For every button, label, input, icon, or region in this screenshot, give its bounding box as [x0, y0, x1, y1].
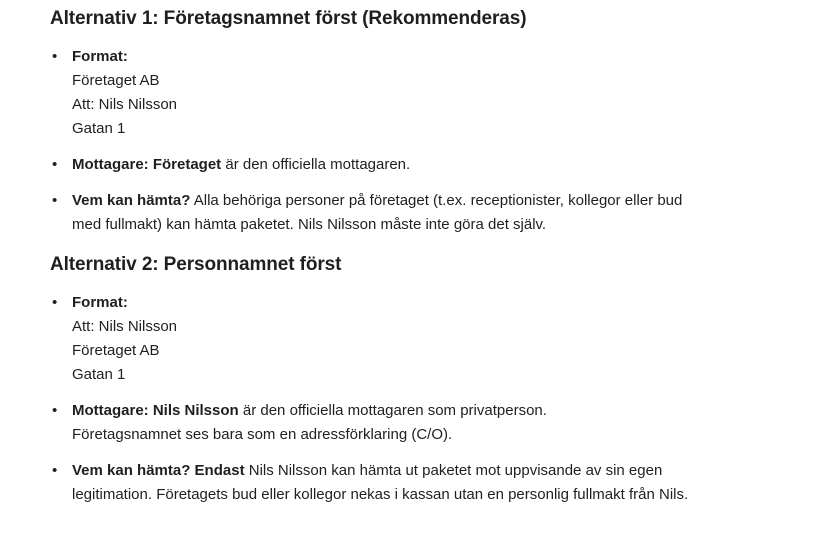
address-line-2: Företaget AB	[72, 342, 160, 359]
pickup-text: Alla behöriga personer på företaget (t.ex. receptionister, kollegor eller bud med fullmakt) kan hämta paketet. Nils Nilsson måste inte göra det själv.	[72, 192, 683, 233]
address-line-1: Företaget AB	[72, 72, 160, 89]
recipient-item	[50, 399, 632, 447]
section-1-heading: Alternativ 1: Företagsnamnet först (Rekommenderas)	[50, 8, 527, 29]
address-line-2: Att: Nils Nilsson	[72, 96, 178, 113]
section-2-list	[50, 291, 819, 507]
format-item	[50, 45, 632, 141]
pickup-item	[50, 189, 692, 237]
pickup-item	[50, 459, 692, 507]
format-label: Format:	[72, 294, 128, 311]
pickup-text: Nils Nilsson kan hämta ut paketet mot uppvisande av sin egen legitimation. Företagets bud eller kollegor nekas i kassan utan en personlig fullmakt från Nils.	[72, 462, 689, 503]
address-line-3: Gatan 1	[72, 120, 126, 137]
pickup-label: Vem kan hämta? Endast	[72, 462, 245, 479]
recipient-label: Mottagare: Nils Nilsson	[72, 402, 239, 419]
recipient-text: är den officiella mottagaren som privatperson. Företagsnamnet ses bara som en adressförklaring (C/O).	[72, 402, 547, 443]
section-1-list	[50, 45, 819, 237]
recipient-label: Mottagare: Företaget	[72, 156, 222, 173]
format-label: Format:	[72, 48, 128, 65]
address-line-1: Att: Nils Nilsson	[72, 318, 178, 335]
address-line-3: Gatan 1	[72, 366, 126, 383]
format-item	[50, 291, 632, 387]
pickup-label: Vem kan hämta?	[72, 192, 191, 209]
section-2-heading: Alternativ 2: Personnamnet först	[50, 254, 342, 275]
recipient-text: är den officiella mottagaren.	[221, 156, 411, 173]
recipient-item	[50, 153, 632, 177]
